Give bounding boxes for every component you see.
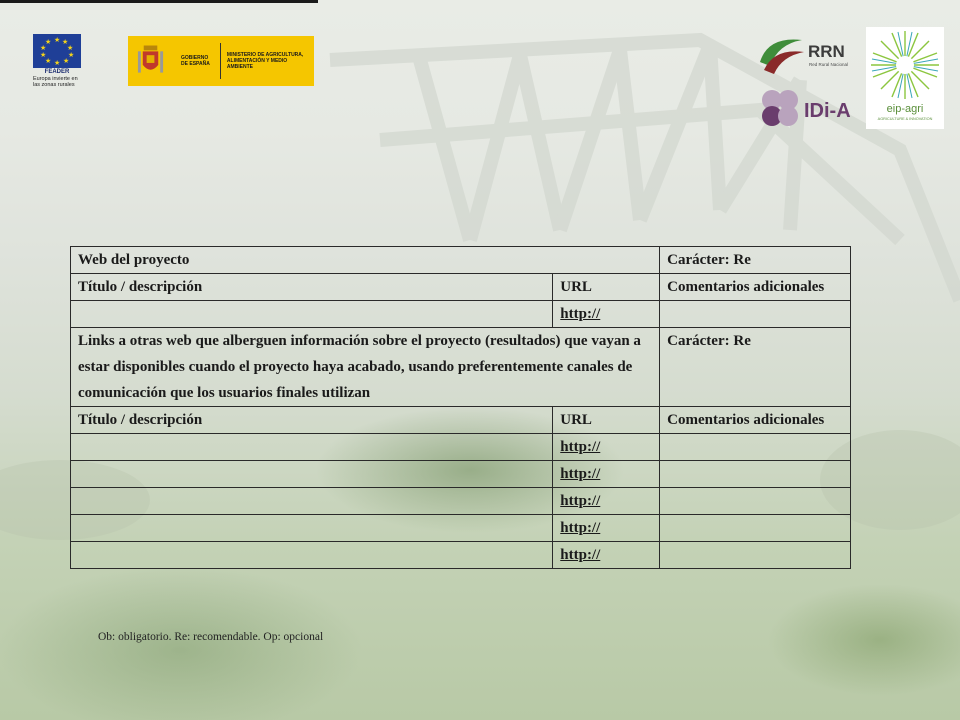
link-row xyxy=(71,434,851,461)
links-character-cell: Carácter: Re xyxy=(660,328,851,407)
link-row-url-link[interactable]: http:// xyxy=(560,547,601,563)
idia-logo xyxy=(760,88,860,132)
web-header-row xyxy=(71,247,851,274)
web-row-url-link[interactable]: http:// xyxy=(560,306,601,322)
eu-flag-icon: ★ ★ ★ ★ ★ ★ ★ ★ ★ ★ xyxy=(33,34,81,68)
link-row-comments[interactable] xyxy=(660,434,851,461)
eip-subtitle: AGRICULTURE & INNOVATION xyxy=(877,117,933,121)
link-row-title[interactable] xyxy=(71,488,553,515)
column-header-title: Título / descripción xyxy=(71,407,553,434)
link-row-comments[interactable] xyxy=(660,542,851,569)
web-header-cell: Web del proyecto xyxy=(71,247,660,274)
eu-feader-logo xyxy=(33,34,83,98)
web-row-comments[interactable] xyxy=(660,301,851,328)
rrn-name: RRN xyxy=(808,42,845,61)
rrn-logo xyxy=(758,32,854,80)
link-row-comments[interactable] xyxy=(660,488,851,515)
links-header-cell: Links a otras web que alberguen información sobre el proyecto (resultados) que vayan a estar disponibles cuando el proyecto haya acabado, usando preferentemente canales de comunicación que los usuarios finales utilizan xyxy=(71,328,660,407)
web-row xyxy=(71,301,851,328)
idia-name: IDi-A xyxy=(804,100,851,122)
column-header-comments: Comentarios adicionales xyxy=(660,274,851,301)
link-row-title[interactable] xyxy=(71,515,553,542)
top-rule xyxy=(0,0,318,3)
column-header-title: Título / descripción xyxy=(71,274,553,301)
link-row-title[interactable] xyxy=(71,542,553,569)
link-row xyxy=(71,488,851,515)
eip-name: eip-agri xyxy=(886,103,924,115)
link-row xyxy=(71,542,851,569)
link-row xyxy=(71,515,851,542)
link-row-url-link[interactable]: http:// xyxy=(560,466,601,482)
column-header-comments: Comentarios adicionales xyxy=(660,407,851,434)
column-header-url: URL xyxy=(553,407,660,434)
gobierno-espana-logo xyxy=(128,36,314,86)
eu-caption: Europa invierte en las zonas rurales xyxy=(33,76,78,88)
rrn-emblem-icon xyxy=(758,32,806,76)
eip-burst-icon xyxy=(866,27,944,103)
link-row-url-link[interactable]: http:// xyxy=(560,439,601,455)
link-row-comments[interactable] xyxy=(660,515,851,542)
eu-feader-label: FEADER xyxy=(44,69,70,75)
web-character-cell: Carácter: Re xyxy=(660,247,851,274)
link-row xyxy=(71,461,851,488)
link-row-title[interactable] xyxy=(71,434,553,461)
gobierno-label: GOBIERNO DE ESPAÑA xyxy=(181,55,210,67)
idia-emblem-icon xyxy=(760,88,804,132)
link-row-comments[interactable] xyxy=(660,461,851,488)
link-row-title[interactable] xyxy=(71,461,553,488)
link-row-url-link[interactable]: http:// xyxy=(560,520,601,536)
project-web-table xyxy=(70,246,851,569)
links-header-row xyxy=(71,328,851,407)
column-header-url: URL xyxy=(553,274,660,301)
gobierno-divider xyxy=(220,43,221,79)
eip-agri-logo xyxy=(866,27,944,129)
web-row-title[interactable] xyxy=(71,301,553,328)
rrn-subtitle: Red Rural Nacional xyxy=(809,62,849,67)
coat-of-arms-icon xyxy=(136,43,165,79)
links-columns-row xyxy=(71,407,851,434)
legend-footnote: Ob: obligatorio. Re: recomendable. Op: opcional xyxy=(98,631,324,643)
web-columns-row xyxy=(71,274,851,301)
link-row-url-link[interactable]: http:// xyxy=(560,493,601,509)
ministry-label: MINISTERIO DE AGRICULTURA, ALIMENTACIÓN Y MEDIO AMBIENTE xyxy=(226,52,304,70)
